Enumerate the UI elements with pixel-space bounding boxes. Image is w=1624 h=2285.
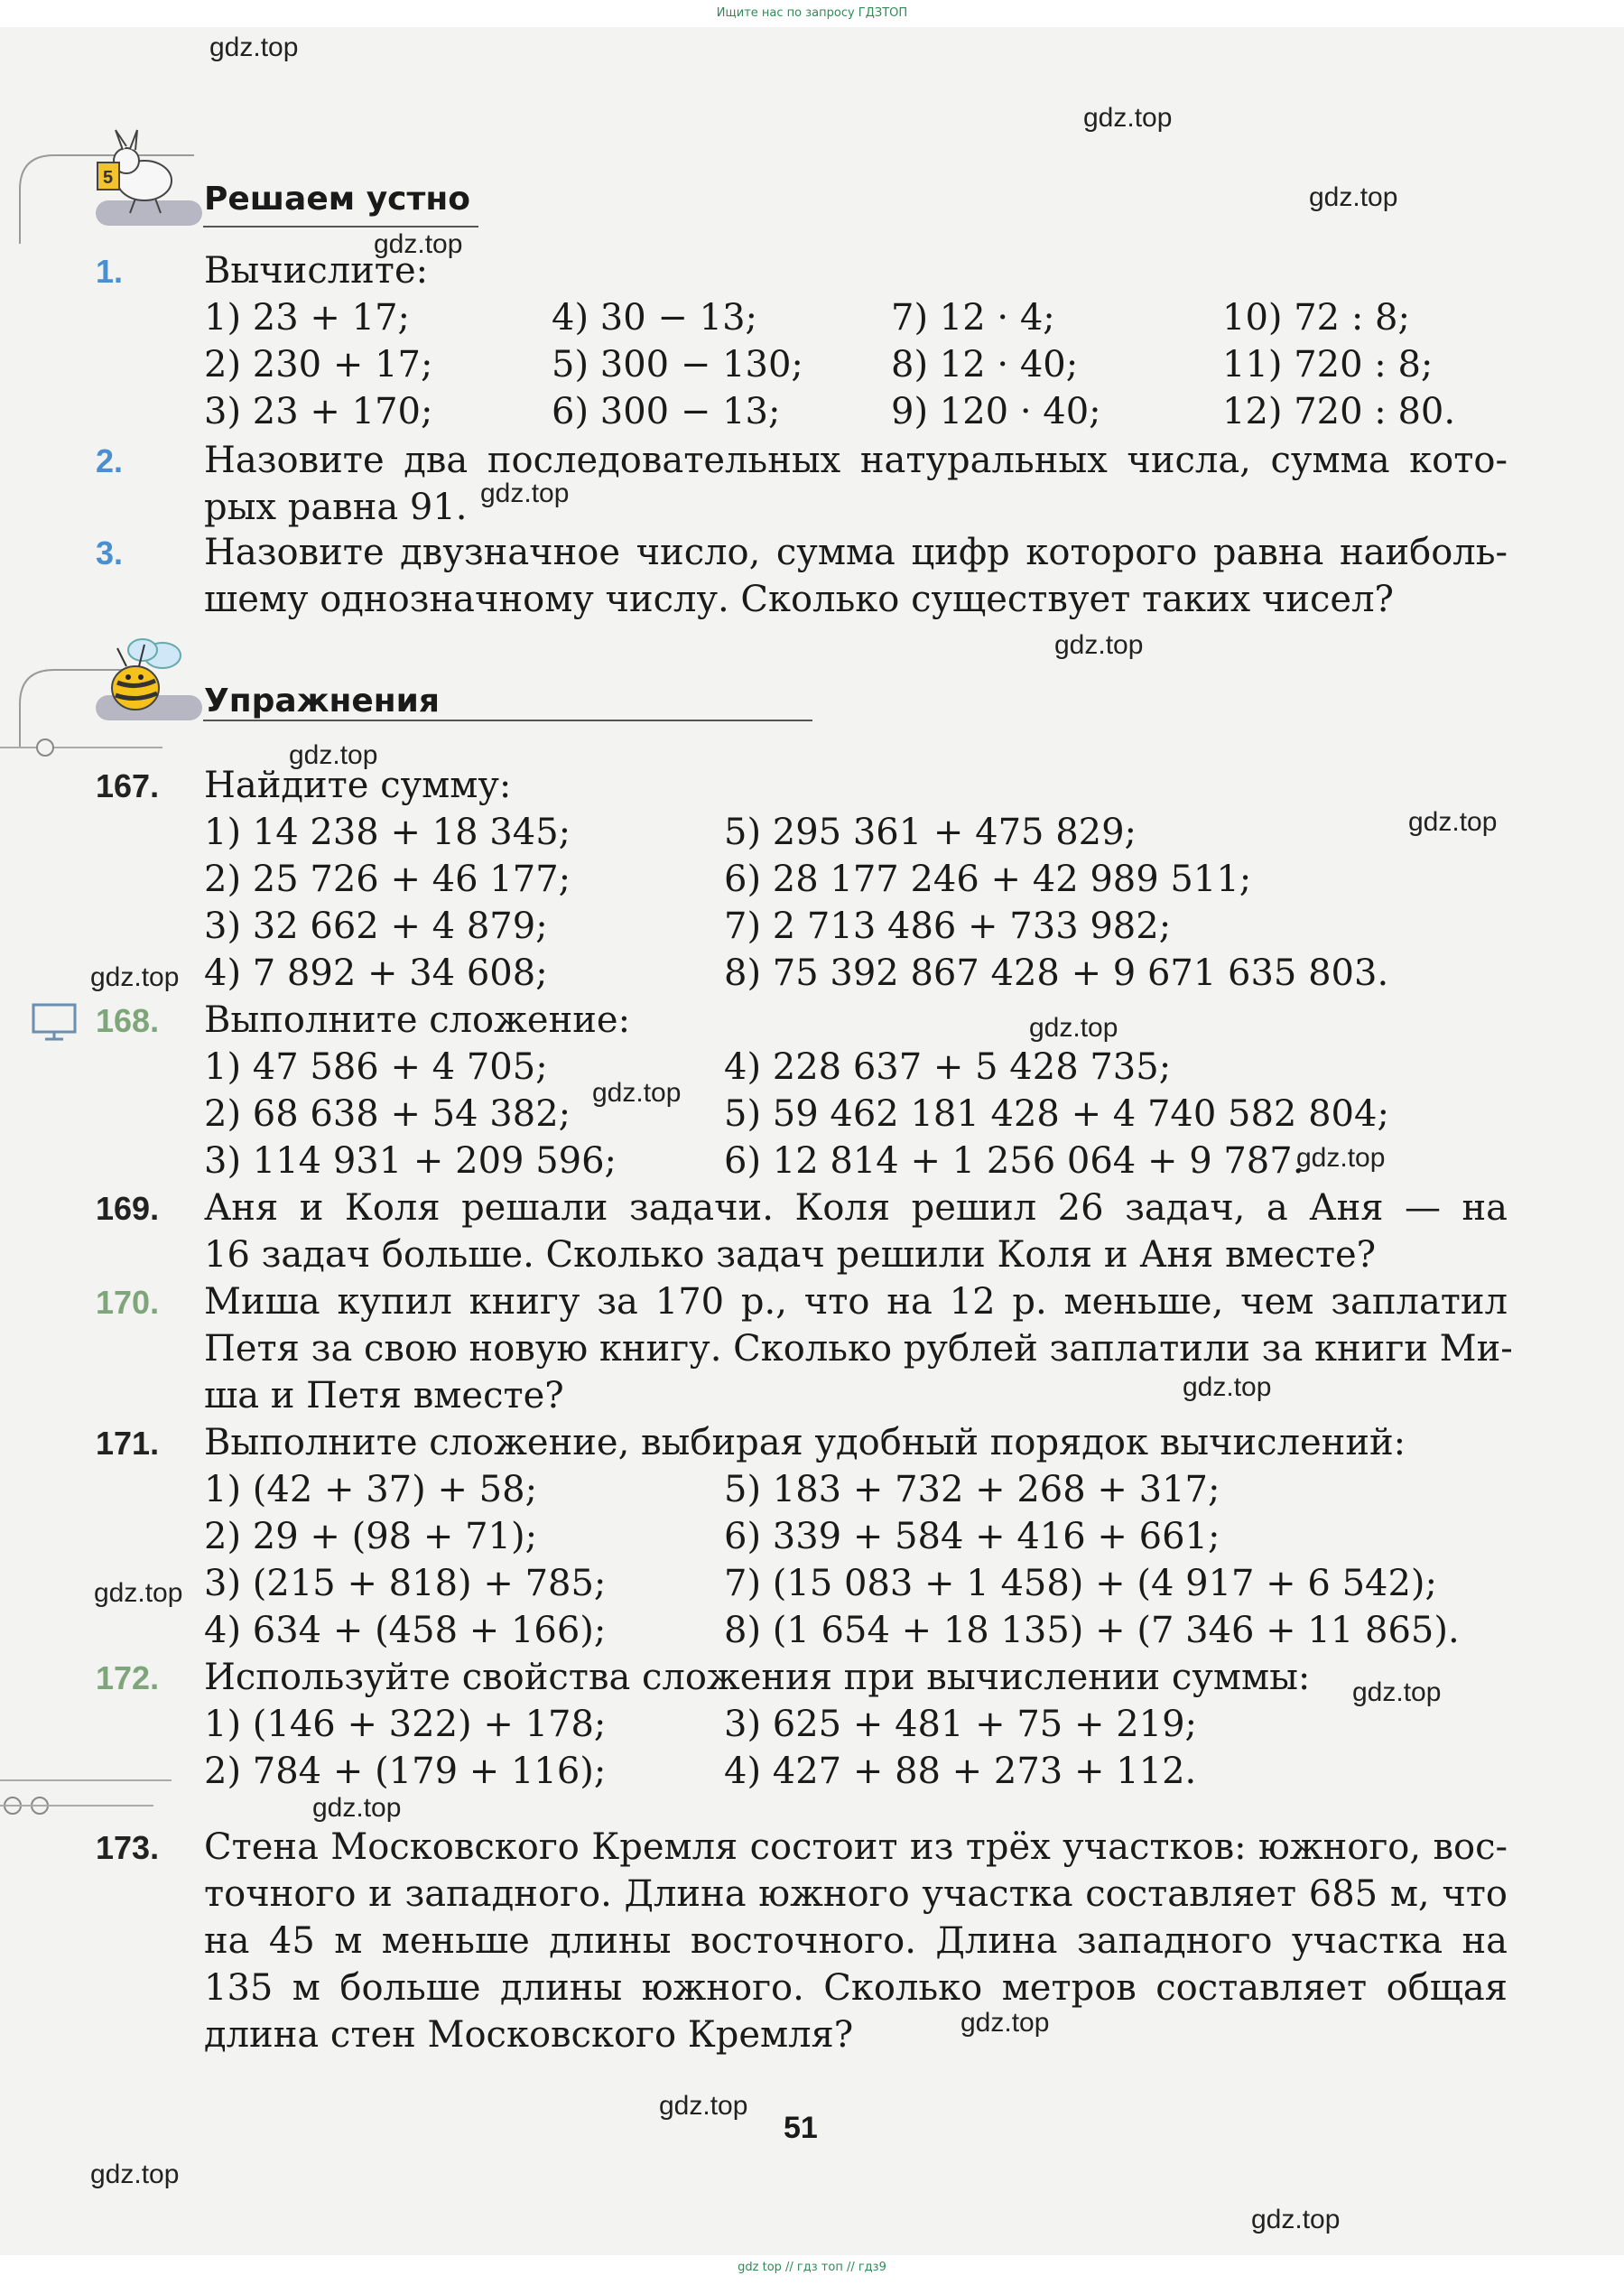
exercise-item: 8) (1 654 + 18 135) + (7 346 + 11 865).: [724, 1610, 1460, 1651]
exercise-170-line-2: Петя за свою новую книгу. Сколько рублей заплатили за книги Ми-: [204, 1328, 1513, 1370]
rabbit-mascot-icon: [90, 126, 190, 217]
exercise-170-line-1: Миша купил книгу за 170 р., что на 12 р. меньше, чем заплатил: [204, 1281, 1508, 1323]
oral-task-2-line-1: Назовите два последовательных натуральных числа, сумма кото-: [204, 440, 1508, 481]
section-title-oral: Решаем устно: [204, 181, 470, 218]
exercise-168-task: Выполните сложение:: [204, 999, 631, 1041]
watermark: gdz.top: [592, 1078, 682, 1108]
exercise-item: 3) 625 + 481 + 75 + 219;: [724, 1704, 1198, 1745]
oral-task-2-number: 2.: [96, 442, 124, 479]
exercise-item: 6) 339 + 584 + 416 + 661;: [724, 1516, 1220, 1557]
svg-text:5: 5: [103, 168, 114, 188]
watermark: gdz.top: [1029, 1013, 1118, 1043]
section-title-exercises: Упражнения: [204, 683, 441, 720]
watermark: gdz.top: [209, 33, 299, 62]
watermark: gdz.top: [90, 962, 180, 992]
watermark: gdz.top: [659, 2091, 748, 2121]
oral-item: 1) 23 + 17;: [204, 297, 410, 339]
exercise-173-line-3: на 45 м меньше длины восточного. Длина западного участка на: [204, 1920, 1508, 1962]
watermark: gdz.top: [1251, 2205, 1341, 2234]
exercise-item: 5) 183 + 732 + 268 + 317;: [724, 1469, 1220, 1510]
exercise-item: 7) 2 713 486 + 733 982;: [724, 906, 1172, 947]
watermark: gdz.top: [289, 740, 378, 770]
oral-item: 9) 120 · 40;: [891, 391, 1101, 432]
exercise-169-line-1: Аня и Коля решали задачи. Коля решил 26 задач, а Аня — на: [204, 1187, 1508, 1229]
exercise-168-number: 168.: [96, 1002, 160, 1039]
exercise-169-number: 169.: [96, 1190, 160, 1227]
exercise-173-number: 173.: [96, 1829, 160, 1866]
exercise-171-number: 171.: [96, 1425, 160, 1462]
oral-item: 5) 300 − 130;: [552, 344, 803, 385]
watermark: gdz.top: [1408, 807, 1498, 837]
exercise-item: 2) 784 + (179 + 116);: [204, 1751, 607, 1792]
exercise-167-number: 167.: [96, 767, 160, 804]
exercise-173-line-1: Стена Московского Кремля состоит из трёх участков: южного, вос-: [204, 1826, 1508, 1868]
oral-task-3-line-1: Назовите двузначное число, сумма цифр которого равна наиболь-: [204, 532, 1508, 573]
oral-item: 4) 30 − 13;: [552, 297, 757, 339]
watermark: gdz.top: [312, 1793, 402, 1823]
watermark: gdz.top: [90, 2160, 180, 2189]
oral-task-3-line-2: шему однозначному числу. Сколько существует таких чисел?: [204, 579, 1394, 620]
exercise-item: 4) 7 892 + 34 608;: [204, 952, 548, 994]
exercise-item: 3) 32 662 + 4 879;: [204, 906, 548, 947]
oral-item: 12) 720 : 80.: [1222, 391, 1456, 432]
watermark: gdz.top: [1352, 1677, 1442, 1707]
watermark: gdz.top: [374, 229, 463, 259]
exercise-167-task: Найдите сумму:: [204, 765, 512, 806]
bottom-banner-text: gdz top // гдз топ // гдз9: [738, 2261, 886, 2274]
exercise-item: 1) (42 + 37) + 58;: [204, 1469, 538, 1510]
exercise-172-task: Используйте свойства сложения при вычислении суммы:: [204, 1657, 1311, 1698]
oral-item: 7) 12 · 4;: [891, 297, 1055, 339]
exercise-item: 5) 59 462 181 428 + 4 740 582 804;: [724, 1093, 1389, 1135]
exercise-item: 7) (15 083 + 1 458) + (4 917 + 6 542);: [724, 1563, 1437, 1604]
exercise-item: 1) (146 + 322) + 178;: [204, 1704, 607, 1745]
watermark: gdz.top: [94, 1578, 183, 1608]
watermark: gdz.top: [1296, 1143, 1386, 1173]
page-number: 51: [784, 2111, 818, 2145]
oral-item: 8) 12 · 40;: [891, 344, 1079, 385]
exercise-item: 6) 12 814 + 1 256 064 + 9 787.: [724, 1140, 1304, 1182]
watermark: gdz.top: [960, 2008, 1050, 2038]
watermark: gdz.top: [1183, 1372, 1272, 1402]
exercise-170-number: 170.: [96, 1284, 160, 1321]
watermark: gdz.top: [480, 478, 570, 508]
exercise-item: 2) 29 + (98 + 71);: [204, 1516, 538, 1557]
exercise-169-line-2: 16 задач больше. Сколько задач решили Коля и Аня вместе?: [204, 1234, 1377, 1276]
oral-task-2-line-2: рых равна 91.: [204, 487, 468, 528]
exercise-item: 6) 28 177 246 + 42 989 511;: [724, 859, 1252, 900]
computer-monitor-icon: [31, 1002, 78, 1042]
watermark: gdz.top: [1083, 103, 1173, 133]
oral-item: 3) 23 + 170;: [204, 391, 433, 432]
watermark: gdz.top: [1309, 182, 1398, 212]
exercise-item: 3) 114 931 + 209 596;: [204, 1140, 617, 1182]
exercise-item: 1) 47 586 + 4 705;: [204, 1046, 548, 1088]
oral-item: 2) 230 + 17;: [204, 344, 433, 385]
exercise-172-number: 172.: [96, 1659, 160, 1696]
exercise-173-line-5: длина стен Московского Кремля?: [204, 2014, 854, 2056]
exercise-173-line-4: 135 м больше длины южного. Сколько метров составляет общая: [204, 1967, 1508, 2009]
exercise-171-task: Выполните сложение, выбирая удобный порядок вычислений:: [204, 1422, 1406, 1463]
exercise-item: 3) (215 + 818) + 785;: [204, 1563, 607, 1604]
exercise-item: 8) 75 392 867 428 + 9 671 635 803.: [724, 952, 1389, 994]
oral-task-1-number: 1.: [96, 253, 124, 290]
exercise-item: 4) 228 637 + 5 428 735;: [724, 1046, 1172, 1088]
oral-item: 10) 72 : 8;: [1222, 297, 1410, 339]
exercise-item: 2) 68 638 + 54 382;: [204, 1093, 571, 1135]
oral-item: 6) 300 − 13;: [552, 391, 781, 432]
oral-task-3-number: 3.: [96, 534, 124, 571]
exercise-item: 5) 295 361 + 475 829;: [724, 812, 1137, 853]
exercise-item: 4) 427 + 88 + 273 + 112.: [724, 1751, 1197, 1792]
exercise-item: 4) 634 + (458 + 166);: [204, 1610, 607, 1651]
top-banner-text: Ищите нас по запросу ГДЗТОП: [716, 6, 908, 20]
exercise-item: 1) 14 238 + 18 345;: [204, 812, 571, 853]
exercise-item: 2) 25 726 + 46 177;: [204, 859, 571, 900]
oral-task-1-text: Вычислите:: [204, 250, 429, 292]
bee-mascot-icon: [90, 632, 199, 722]
watermark: gdz.top: [1054, 630, 1144, 660]
exercise-173-line-2: точного и западного. Длина южного участка составляет 685 м, что: [204, 1873, 1508, 1915]
oral-item: 11) 720 : 8;: [1222, 344, 1434, 385]
exercise-170-line-3: ша и Петя вместе?: [204, 1375, 564, 1417]
